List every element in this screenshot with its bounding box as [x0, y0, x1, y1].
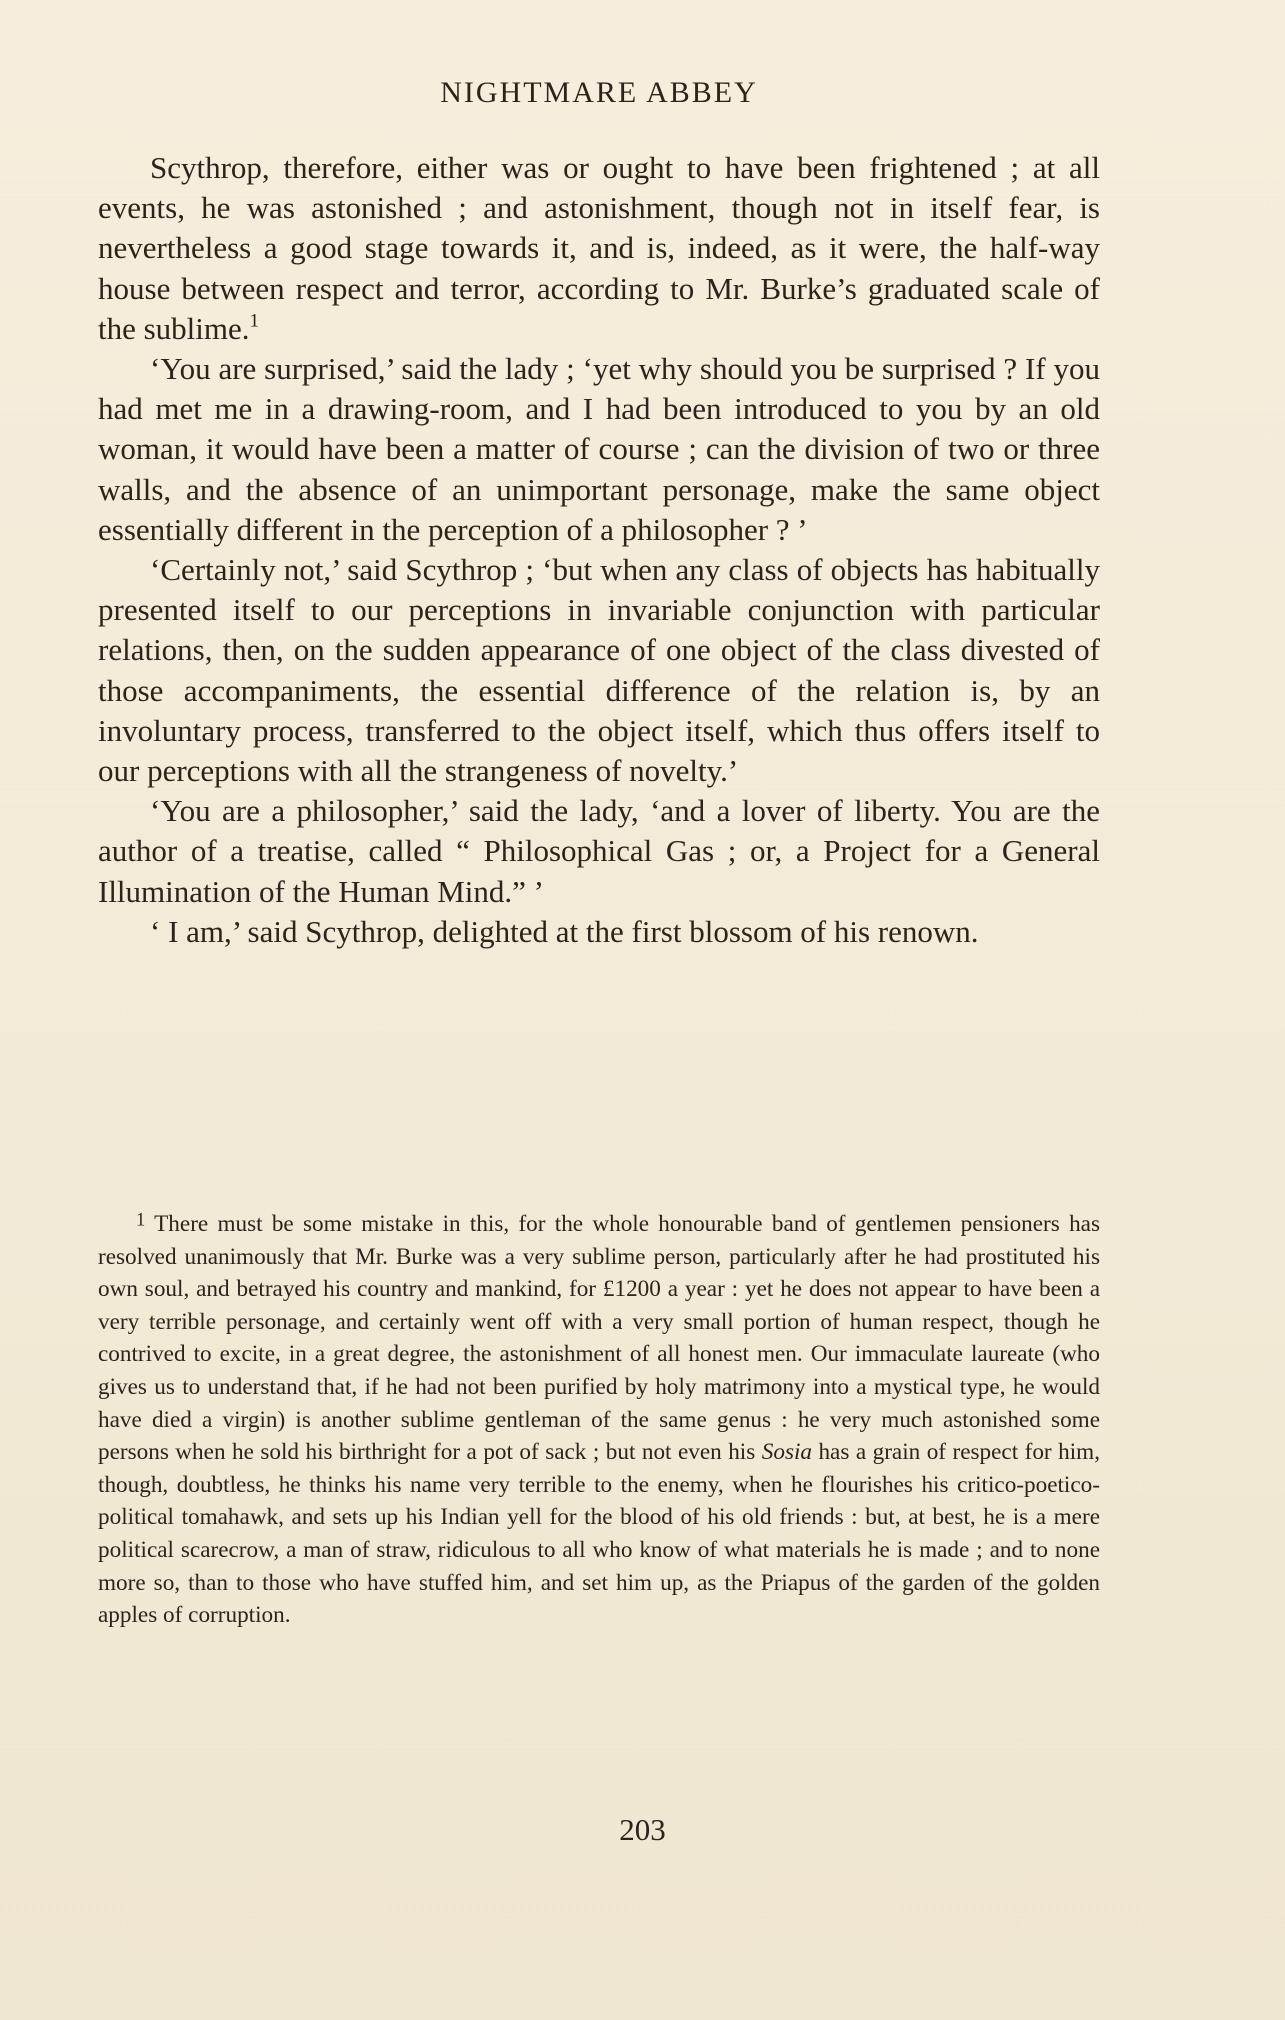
footnote-italic-term: Sosia — [761, 1439, 812, 1466]
page-number: 203 — [619, 1812, 666, 1847]
footnote — [98, 1208, 1100, 1632]
main-text — [98, 148, 1100, 952]
footnote-area — [98, 1208, 1100, 1632]
paragraph — [98, 148, 1100, 349]
running-title: NIGHTMARE ABBEY — [440, 76, 758, 109]
footnote-mark: 1 — [136, 1209, 146, 1231]
paragraph: ‘ I am,’ said Scythrop, delighted at the first blossom of his renown. — [150, 913, 979, 949]
footnote-reference: 1 — [249, 310, 260, 332]
paragraph: ‘You are surprised,’ said the lady ; ‘yet why should you be surprised ? If you had met me in a drawing-room, and I had been introduced to you by an old woman, it would have been a matter of course ; can the division of two or three walls, and the absence of an unimportant personage, make the same object essentially different in the perception of a philosopher ? ’ — [98, 351, 1100, 547]
footnote-text: There must be some mistake in this, for the whole honourable band of gentlemen pensioners has resolved unanimously that Mr. Burke was a very sublime person, particularly after he had prostituted his own soul, and betrayed his country and mankind, for £1200 a year : yet he does not appear to have been a very terrible personage, and certainly went off with a very small portion of human respect, though he contrived to excite, in a great degree, the astonishment of all honest men. Our immaculate laureate (who gives us to understand that, if he had not been purified by holy matrimony into a mystical type, he would have died a virgin) is another sublime gentleman of the same genus : he very much astonished some persons when he sold his birthright for a pot of sack ; but not even his — [98, 1211, 1100, 1466]
paragraph: ‘Certainly not,’ said Scythrop ; ‘but when any class of objects has habitually presented itself to our perceptions in invariable conjunction with particular relations, then, on the sudden appearance of one object of the class divested of those accompaniments, the essential difference of the relation is, by an involuntary process, transferred to the object itself, which thus offers itself to our perceptions with all the strangeness of novelty.’ — [98, 552, 1100, 789]
footnote-text-continued: has a grain of respect for him, though, doubtless, he thinks his name very terrible to the enemy, when he flourishes his critico-poetico-political tomahawk, and sets up his Indian yell for the blood of his old friends : but, at best, he is a mere political scarecrow, a man of straw, ridiculous to all who know of what materials he is made ; and to none more so, than to those who have stuffed him, and set him up, as the Priapus of the garden of the golden apples of corruption. — [98, 1439, 1100, 1629]
paragraph: ‘You are a philosopher,’ said the lady, ‘and a lover of liberty. You are the author of a treatise, called “ Philosophical Gas ; or, a Project for a General Illumination of the Human Mind.” ’ — [98, 793, 1100, 909]
paragraph-text: Scythrop, therefore, either was or ought to have been frightened ; at all events, he was astonished ; and astonishment, though not in itself fear, is nevertheless a good stage towards it, and is, indeed, as it were, the half-way house between respect and terror, according to Mr. Burke’s graduated scale of the sublime. — [98, 150, 1100, 346]
